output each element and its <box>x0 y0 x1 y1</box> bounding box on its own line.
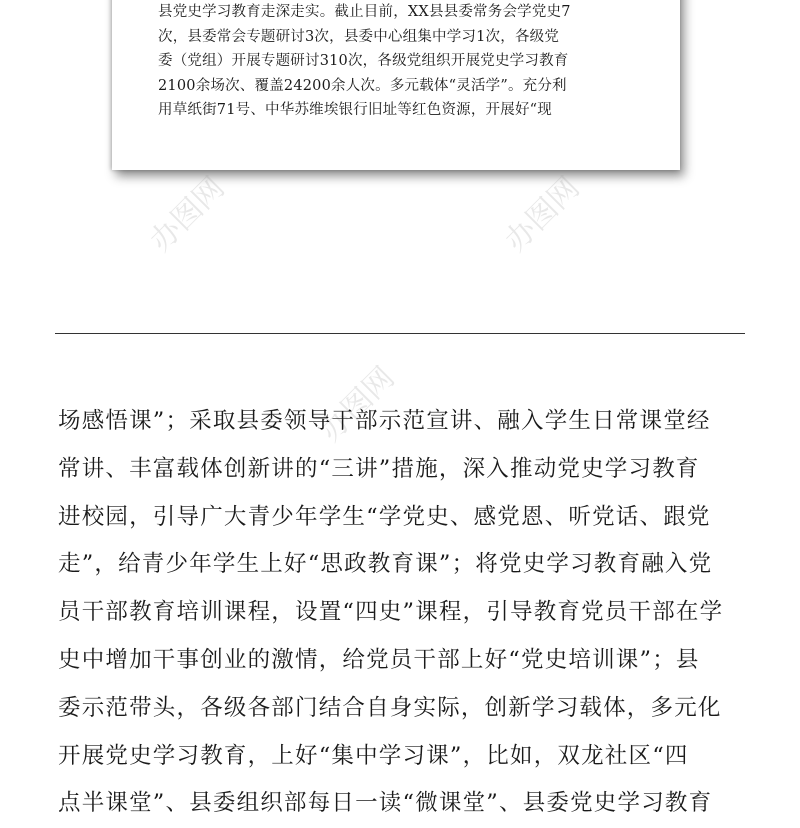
excerpt-line: 委（党组）开展专题研讨310次，各级党组织开展党史学习教育 <box>158 53 569 69</box>
body-line: 委示范带头，各级各部门结合自身实际，创新学习载体，多元化 <box>58 694 722 721</box>
body-line: 常讲、丰富载体创新讲的“三讲”措施，深入推动党史学习教育 <box>58 455 700 482</box>
excerpt-line: 县党史学习教育走深走实。截止目前，XX县县委常务会学党史7 <box>158 4 571 20</box>
body-line: 点半课堂”、县委组织部每日一读“微课堂”、县委党史学习教育 <box>58 790 713 817</box>
body-line: 场感悟课”；采取县委领导干部示范宣讲、融入学生日常课堂经 <box>58 408 711 434</box>
body-line: 员干部教育培训课程，设置“四史”课程，引导教育党员干部在学 <box>58 599 724 626</box>
watermark: 办图网 <box>143 170 232 259</box>
excerpt-line: 次，县委常会专题研讨3次，县委中心组集中学习1次，各级党 <box>158 28 560 45</box>
excerpt-text <box>158 0 648 123</box>
body-line: 史中增加干事创业的激情，给党员干部上好“党史培训课”；县 <box>58 646 700 673</box>
excerpt-line: 用草纸街71号、中华苏维埃银行旧址等红色资源，开展好“现 <box>158 102 552 118</box>
watermark: 办图网 <box>498 170 587 259</box>
body-line: 进校园，引导广大青少年学生“学党史、感党恩、听党话、跟党 <box>58 503 711 530</box>
body-line: 走”，给青少年学生上好“思政教育课”；将党史学习教育融入党 <box>58 551 713 578</box>
body-line: 开展党史学习教育，上好“集中学习课”，比如，双龙社区“四 <box>58 742 689 769</box>
body-text <box>58 398 748 828</box>
section-divider <box>55 333 745 334</box>
watermark: 办图网 <box>313 360 402 449</box>
excerpt-card <box>112 0 680 170</box>
excerpt-line: 2100余场次、覆盖24200余人次。多元载体“灵活学”。充分利 <box>158 77 567 94</box>
